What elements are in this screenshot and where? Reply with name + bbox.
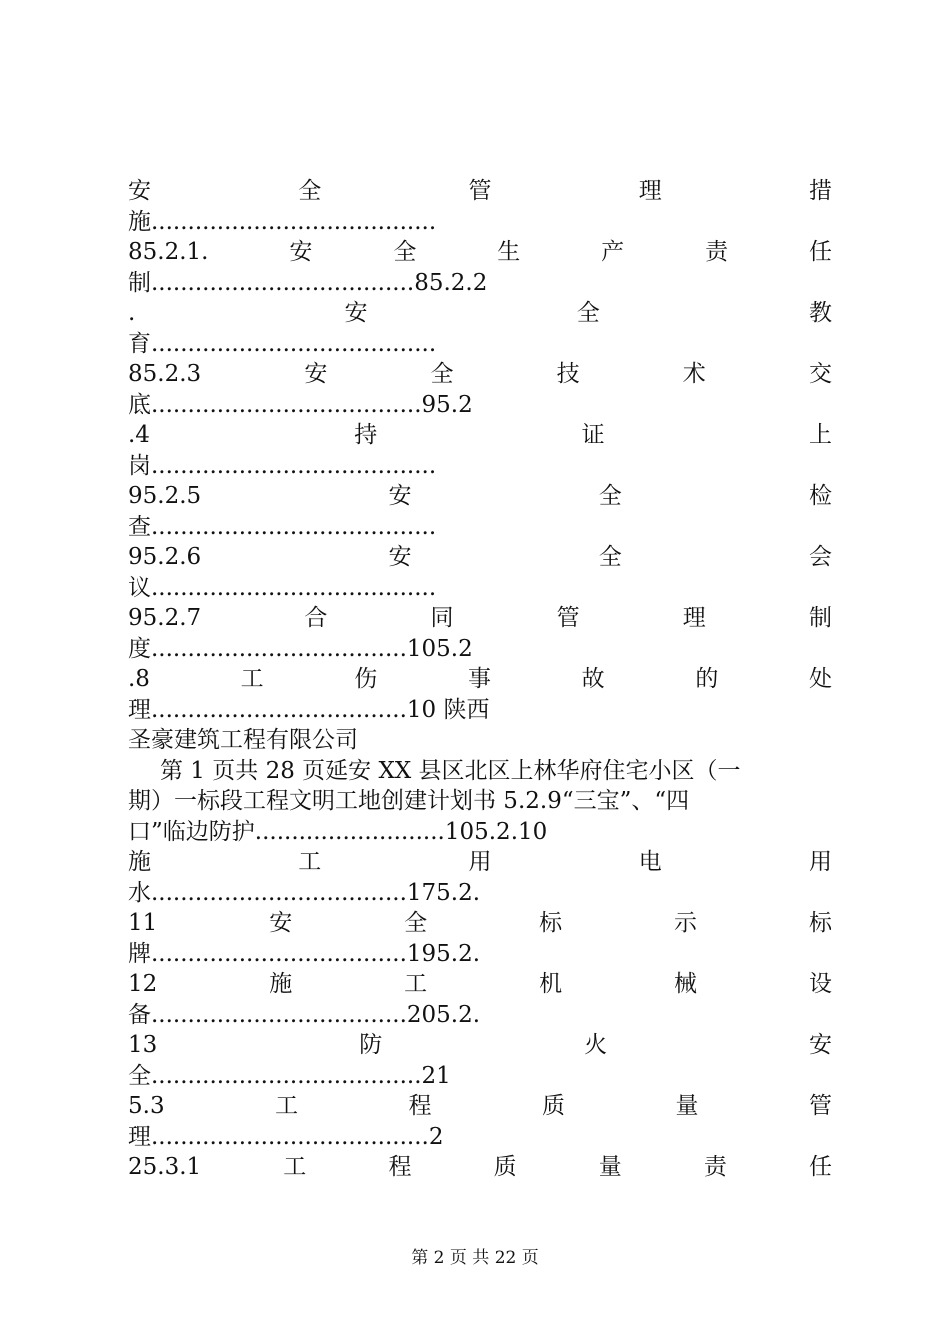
text-segment: 工 bbox=[240, 666, 264, 692]
text-segment: 85.2.1. bbox=[128, 239, 209, 265]
text-segment: 质 bbox=[542, 1093, 566, 1119]
text-segment: 质 bbox=[493, 1154, 517, 1180]
text-line bbox=[128, 695, 832, 726]
text-line bbox=[128, 603, 832, 634]
text-segment: 标 bbox=[539, 910, 563, 936]
text-segment: 全 bbox=[576, 300, 600, 326]
text-segment: 任 bbox=[809, 239, 832, 265]
text-segment: 工 bbox=[275, 1093, 299, 1119]
text-segment: 全 bbox=[393, 239, 417, 265]
text-line bbox=[128, 329, 832, 360]
text-line bbox=[128, 1152, 832, 1183]
text-segment: 安 bbox=[344, 300, 368, 326]
text-line bbox=[128, 725, 832, 756]
text-segment: 全 bbox=[298, 178, 322, 204]
text-line bbox=[128, 847, 832, 878]
text-line bbox=[128, 1061, 832, 1092]
text-line bbox=[128, 939, 832, 970]
text-segment: 教 bbox=[808, 300, 832, 326]
text-segment: 的 bbox=[695, 666, 719, 692]
text-segment: .8 bbox=[128, 666, 150, 692]
text-segment: 5.3 bbox=[128, 1093, 165, 1119]
text-line bbox=[128, 420, 832, 451]
text-segment: 证 bbox=[581, 422, 605, 448]
text-line bbox=[128, 451, 832, 482]
text-line bbox=[128, 298, 832, 329]
text-line bbox=[128, 176, 832, 207]
text-segment: 岗....................................... bbox=[128, 452, 437, 479]
text-segment: 议....................................... bbox=[128, 574, 437, 601]
text-segment: 全 bbox=[430, 361, 454, 387]
text-line bbox=[128, 664, 832, 695]
text-segment: 伤 bbox=[354, 666, 378, 692]
text-segment: 12 bbox=[128, 971, 158, 997]
text-segment: 火 bbox=[584, 1032, 608, 1058]
text-segment: 施....................................... bbox=[128, 208, 437, 235]
text-segment: 25.3.1 bbox=[128, 1154, 202, 1180]
text-line bbox=[128, 481, 832, 512]
text-segment: 工 bbox=[404, 971, 428, 997]
text-segment: 95.2.6 bbox=[128, 544, 202, 570]
text-line bbox=[128, 268, 832, 299]
text-line bbox=[128, 573, 832, 604]
text-segment: 水...................................175.2. bbox=[128, 879, 481, 906]
text-segment: 底.....................................95.2 bbox=[128, 391, 473, 418]
text-line bbox=[128, 512, 832, 543]
text-segment: 术 bbox=[682, 361, 706, 387]
text-segment: 理...................................10 陕西 bbox=[128, 696, 490, 723]
text-segment: 处 bbox=[808, 666, 832, 692]
text-segment: 制 bbox=[808, 605, 832, 631]
text-segment: 全.....................................21 bbox=[128, 1062, 451, 1089]
text-segment: 设 bbox=[808, 971, 832, 997]
text-segment: 合 bbox=[304, 605, 328, 631]
text-segment: 95.2.5 bbox=[128, 483, 202, 509]
text-line bbox=[128, 1091, 832, 1122]
text-segment: 用 bbox=[809, 849, 832, 875]
text-segment: 同 bbox=[430, 605, 454, 631]
text-segment: 全 bbox=[598, 483, 622, 509]
text-segment: 安 bbox=[128, 178, 151, 204]
text-segment: 管 bbox=[809, 1093, 832, 1119]
text-segment: 全 bbox=[404, 910, 428, 936]
text-segment: 13 bbox=[128, 1032, 158, 1058]
text-segment: 持 bbox=[354, 422, 378, 448]
text-segment: 工 bbox=[298, 849, 322, 875]
text-segment: 技 bbox=[556, 361, 580, 387]
text-segment: 理......................................2 bbox=[128, 1123, 444, 1150]
text-segment: 牌...................................195.2. bbox=[128, 940, 481, 967]
text-segment: 工 bbox=[283, 1154, 307, 1180]
text-line bbox=[128, 908, 832, 939]
text-segment: 任 bbox=[809, 1154, 832, 1180]
text-segment: 安 bbox=[289, 239, 313, 265]
text-segment: 会 bbox=[809, 544, 832, 570]
text-segment: 施 bbox=[269, 971, 293, 997]
text-segment: 检 bbox=[809, 483, 832, 509]
text-line bbox=[128, 207, 832, 238]
text-line bbox=[128, 786, 832, 817]
text-segment: 85.2.3 bbox=[128, 361, 202, 387]
toc-text-block bbox=[128, 176, 832, 1183]
text-segment: 圣豪建筑工程有限公司 bbox=[128, 727, 358, 753]
text-segment: 安 bbox=[809, 1032, 832, 1058]
text-segment: 标 bbox=[808, 910, 832, 936]
text-line bbox=[128, 1030, 832, 1061]
text-segment: .4 bbox=[128, 422, 150, 448]
text-segment: 育....................................... bbox=[128, 330, 437, 357]
text-segment: 制....................................85.2.2 bbox=[128, 269, 488, 296]
text-segment: 示 bbox=[674, 910, 698, 936]
text-segment: 故 bbox=[581, 666, 605, 692]
text-line bbox=[128, 390, 832, 421]
text-segment: 安 bbox=[269, 910, 293, 936]
text-segment: 事 bbox=[467, 666, 491, 692]
text-segment: 量 bbox=[598, 1154, 622, 1180]
text-segment: 11 bbox=[128, 910, 158, 936]
text-segment: 管 bbox=[556, 605, 580, 631]
text-segment: 管 bbox=[468, 178, 492, 204]
text-segment: 安 bbox=[388, 544, 412, 570]
text-segment: 责 bbox=[703, 1154, 727, 1180]
text-line bbox=[128, 359, 832, 390]
text-segment: 全 bbox=[598, 544, 622, 570]
text-segment: 查....................................... bbox=[128, 513, 437, 540]
text-line bbox=[128, 1122, 832, 1153]
text-segment: 95.2.7 bbox=[128, 605, 202, 631]
text-segment: 措 bbox=[809, 178, 832, 204]
text-line bbox=[128, 878, 832, 909]
text-segment: 械 bbox=[674, 971, 698, 997]
text-segment: 电 bbox=[638, 849, 662, 875]
text-segment: 交 bbox=[808, 361, 832, 387]
text-segment: 理 bbox=[682, 605, 706, 631]
text-segment: 安 bbox=[388, 483, 412, 509]
text-segment: 程 bbox=[408, 1093, 432, 1119]
text-line bbox=[128, 542, 832, 573]
text-line bbox=[128, 237, 832, 268]
text-line bbox=[128, 1000, 832, 1031]
text-segment: . bbox=[128, 300, 136, 326]
text-segment: 上 bbox=[808, 422, 832, 448]
text-segment: 产 bbox=[601, 239, 625, 265]
text-segment: 安 bbox=[304, 361, 328, 387]
text-line bbox=[128, 817, 832, 848]
text-segment: 用 bbox=[468, 849, 492, 875]
text-line bbox=[128, 756, 832, 787]
text-segment: 生 bbox=[497, 239, 521, 265]
text-segment: 备...................................205.2. bbox=[128, 1001, 481, 1028]
text-segment: 程 bbox=[388, 1154, 412, 1180]
text-segment: 口”临边防护..........................105.2.10 bbox=[128, 818, 548, 845]
text-segment: 度...................................105.2 bbox=[128, 635, 473, 662]
text-segment: 理 bbox=[638, 178, 662, 204]
text-segment: 量 bbox=[675, 1093, 699, 1119]
text-segment: 防 bbox=[359, 1032, 383, 1058]
text-segment: 期）一标段工程文明工地创建计划书 5.2.9“三宝”、“四 bbox=[128, 788, 690, 814]
text-line bbox=[128, 634, 832, 665]
text-segment: 责 bbox=[705, 239, 729, 265]
text-segment: 第 1 页共 28 页延安 XX 县区北区上林华府住宅小区（一 bbox=[160, 757, 741, 784]
text-line bbox=[128, 969, 832, 1000]
text-segment: 施 bbox=[128, 849, 151, 875]
page-footer: 第 2 页 共 22 页 bbox=[411, 1248, 539, 1268]
text-segment: 机 bbox=[539, 971, 563, 997]
